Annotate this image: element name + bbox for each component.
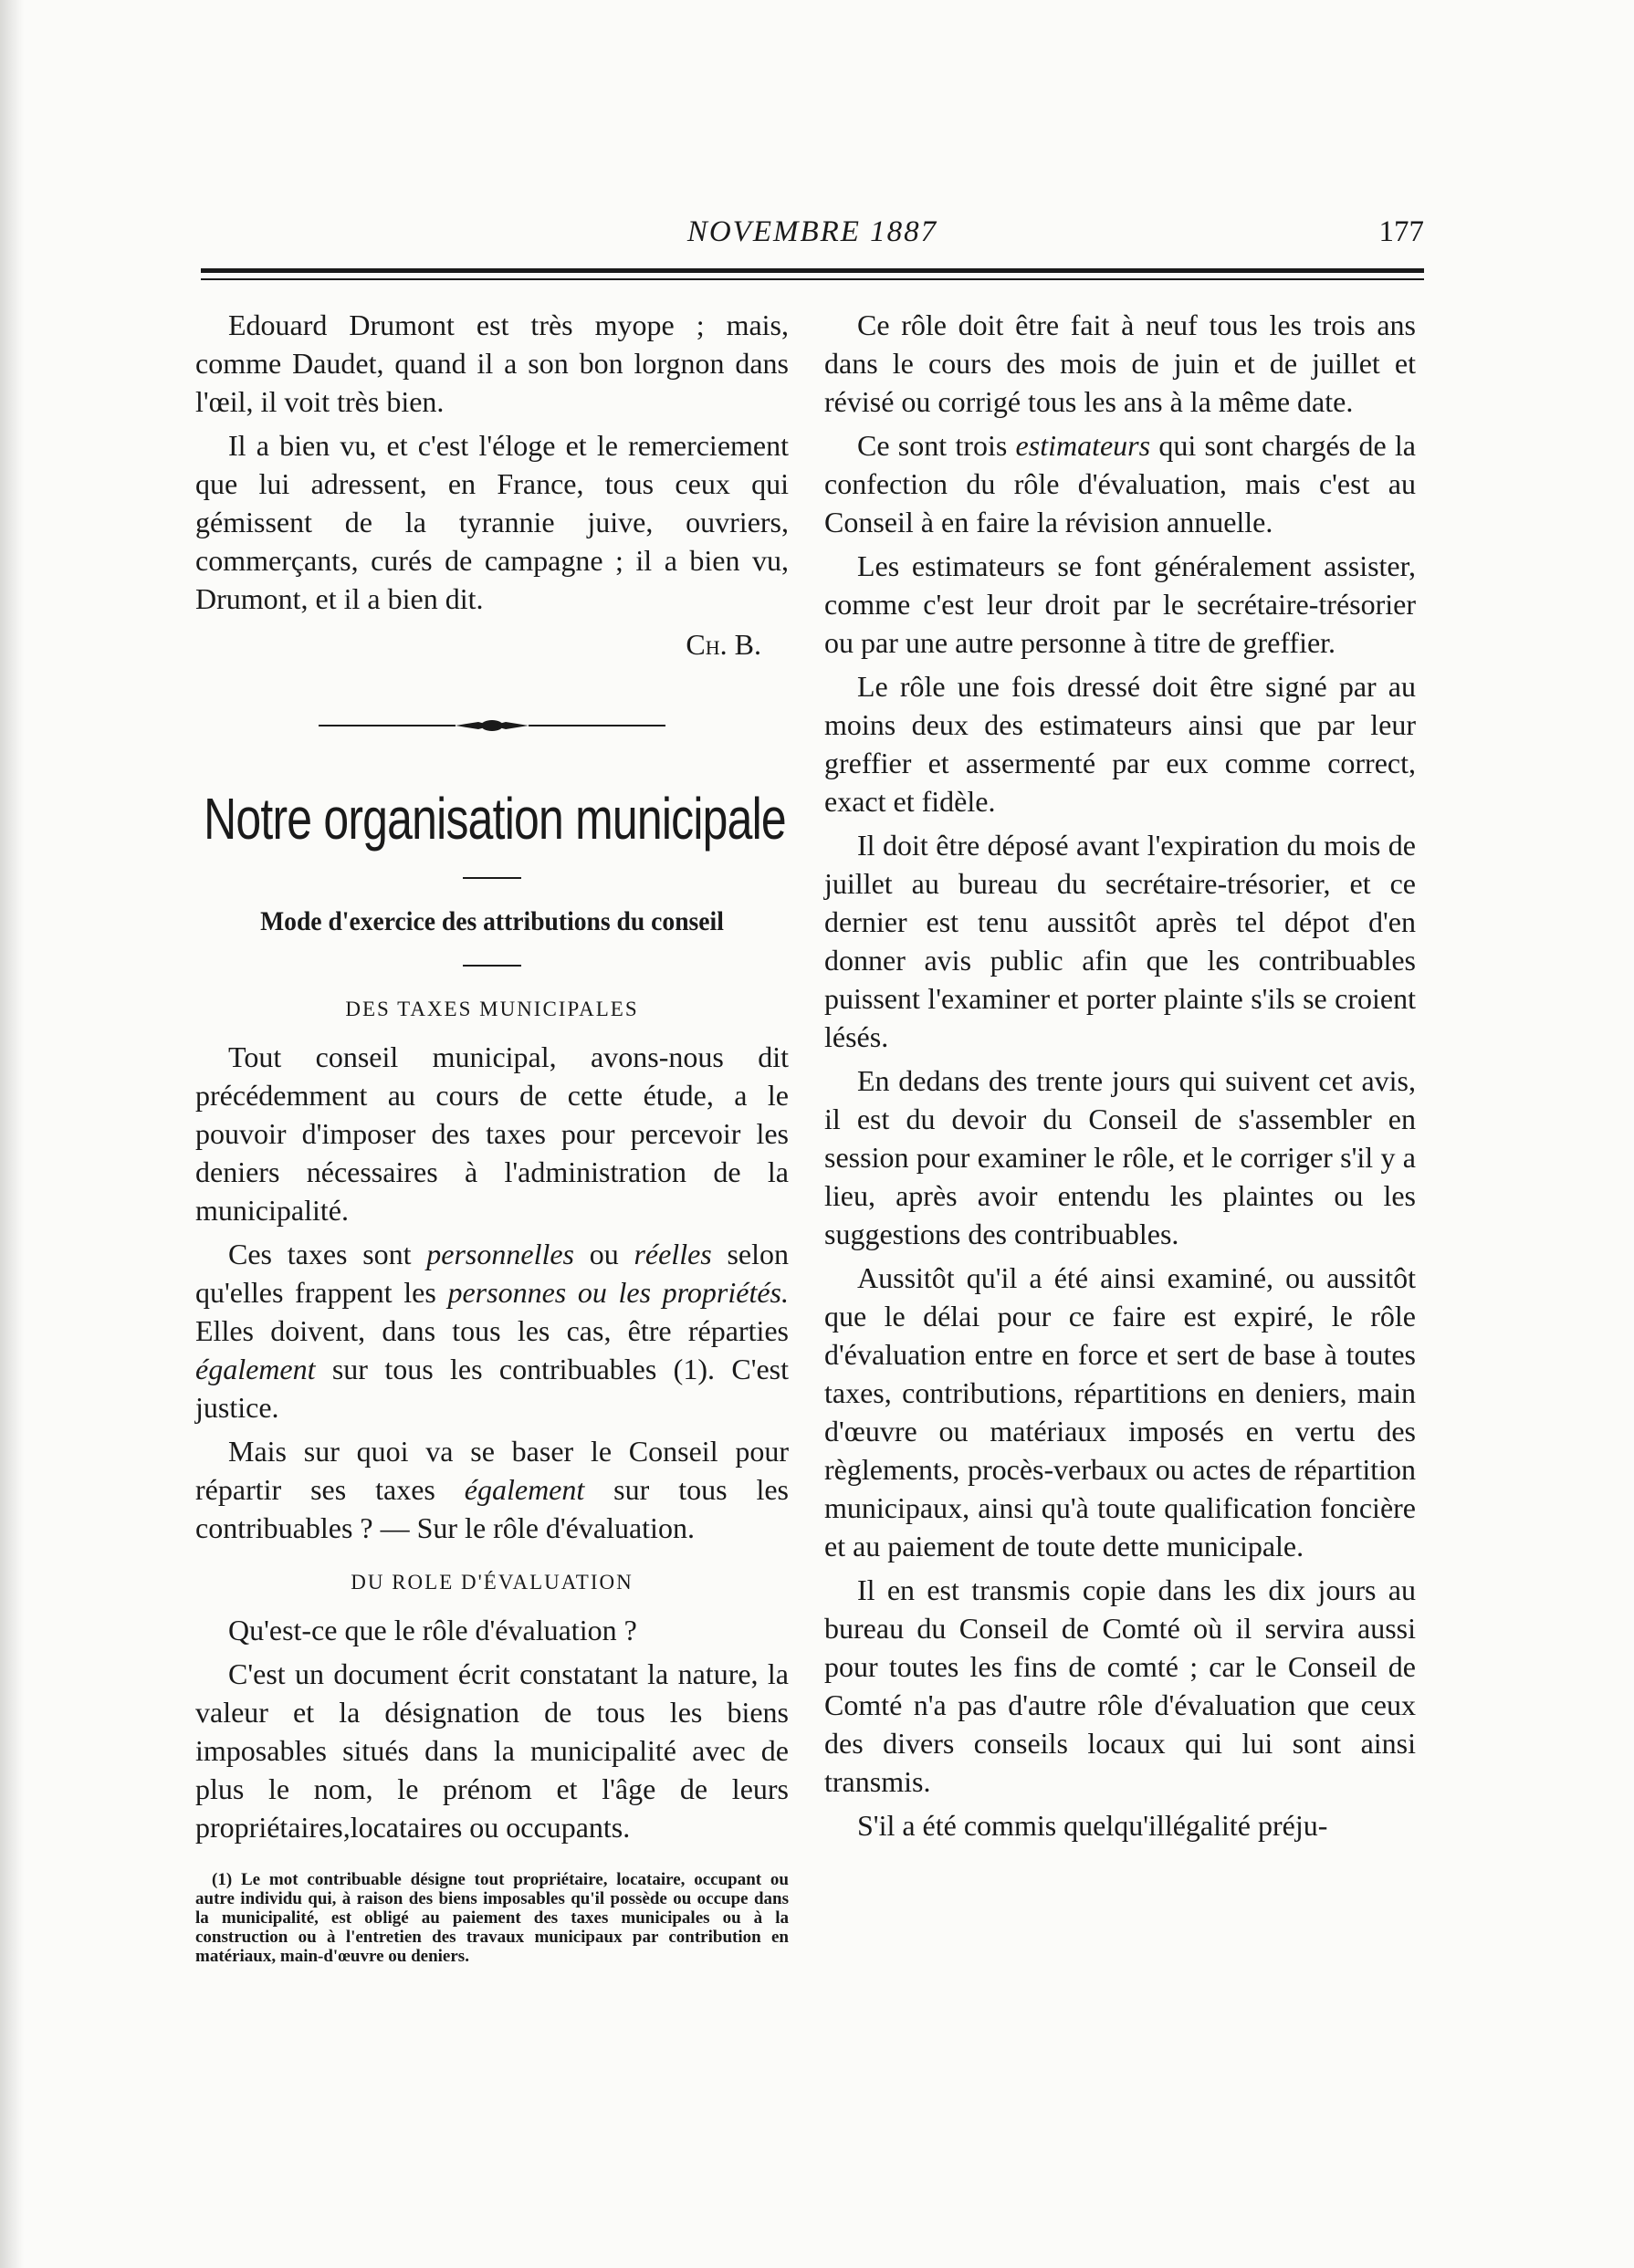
paragraph: Edouard Drumont est très myope ; mais, comme Daudet, quand il a son bon lorgnon dans l'œil, il voit très bien.: [195, 308, 789, 418]
footnote-text: (1) Le mot contribuable désigne tout propriétaire, locataire, occupant ou autre individu qui, à raison des biens imposables qu'il possède ou occupe dans la municipalité, est obligé au paiement des taxes municipales ou à la construction ou à l'entretien des travaux municipaux par contribution en matériaux, main-d'œuvre ou deniers.: [195, 1870, 789, 1966]
paragraph: Ces taxes sont personnelles ou réelles selon qu'elles frappent les personnes ou les propriétés. Elles doivent, dans tous les cas, être réparties également sur tous les contribuables (1). C'est justice.: [195, 1238, 790, 1424]
paragraph: Le rôle une fois dressé doit être signé par au moins deux des estimateurs ainsi que par leur greffier et assermenté par eux comme correct, exact et fidèle.: [824, 670, 1416, 818]
article-title: Notre organisation municipale: [204, 786, 786, 852]
author-signature: Ch. B.: [686, 628, 761, 661]
paragraph: Il a bien vu, et c'est l'éloge et le remerciement que lui adressent, en France, tous ceux qui gémissent de la tyrannie juive, ouvriers, commerçants, curés de campagne ; il a bien vu, Drumont, et il a bien dit.: [195, 429, 789, 615]
paragraph: Il en est transmis copie dans les dix jours au bureau du Conseil de Comté où il servira aussi pour toutes les fins de comté ; car le Conseil de Comté n'a pas d'autre rôle d'évaluation que ceux des divers conseils locaux qui lui sont ainsi transmis.: [824, 1573, 1416, 1798]
left-column: [195, 306, 789, 1966]
header-rule-thin: [201, 278, 1424, 280]
paragraph: Les estimateurs se font généralement assister, comme c'est leur droit par le secrétaire-trésorier ou par une autre personne à titre de greffier.: [824, 549, 1416, 659]
paragraph: Il doit être déposé avant l'expiration du mois de juillet au bureau du secrétaire-trésorier, et ce dernier est tenu aussitôt après tel dépot d'en donner avis public afin que les contribuables puissent l'examiner et porter plainte s'ils se croient lésés.: [824, 829, 1416, 1053]
footnote: [195, 1870, 789, 1966]
section-heading: DU ROLE D'ÉVALUATION: [351, 1571, 634, 1594]
subtitle-rule: [463, 965, 521, 967]
paragraph: En dedans des trente jours qui suivent cet avis, il est du devoir du Conseil de s'assembler en session pour examiner le rôle, et le corriger s'il y a lieu, après avoir entendu les plaintes ou les suggestions des contribuables.: [824, 1064, 1416, 1250]
paragraph: Ce sont trois estimateurs qui sont chargés de la confection du rôle d'évaluation, mais c'est au Conseil à en faire la révision annuelle.: [824, 429, 1416, 538]
page-binding-edge: [0, 0, 24, 2268]
paragraph: Aussitôt qu'il a été ainsi examiné, ou aussitôt que le délai pour ce faire est expiré, le rôle d'évaluation entre en force et sert de base à toutes taxes, contributions, répartitions en deniers, main d'œuvre ou matériaux imposés en vertu des règlements, procès-verbaux ou actes de répartition municipaux, ainsi qu'à toute qualification foncière et au paiement de toute dette municipale.: [824, 1261, 1416, 1563]
paragraph: Qu'est-ce que le rôle d'évaluation ?: [228, 1614, 637, 1646]
page-header: [192, 215, 1424, 261]
paragraph: S'il a été commis quelqu'illégalité préju-: [857, 1809, 1328, 1842]
ornamental-divider: [319, 718, 665, 733]
paragraph: Ce rôle doit être fait à neuf tous les trois ans dans le cours des mois de juin et de juillet et révisé ou corrigé tous les ans à la même date.: [824, 308, 1416, 418]
page-number: 177: [1378, 215, 1424, 248]
header-rule-thick: [201, 268, 1424, 273]
paragraph: Mais sur quoi va se baser le Conseil pour répartir ses taxes également sur tous les contribuables ? — Sur le rôle d'évaluation.: [195, 1435, 790, 1544]
title-rule: [463, 877, 521, 879]
article-subtitle: Mode d'exercice des attributions du conseil: [260, 906, 724, 936]
right-column: [824, 306, 1416, 1850]
running-head: NOVEMBRE 1887: [686, 215, 938, 248]
paragraph: C'est un document écrit constatant la nature, la valeur et la désignation de tous les biens imposables situés dans la municipalité avec de plus le nom, le prénom et l'âge de leurs propriétaires,locataires ou occupants.: [195, 1657, 789, 1844]
paragraph: Tout conseil municipal, avons-nous dit précédemment au cours de cette étude, a le pouvoir d'imposer des taxes pour percevoir les deniers nécessaires à l'administration de la municipalité.: [195, 1040, 789, 1227]
section-heading: DES TAXES MUNICIPALES: [345, 998, 639, 1020]
